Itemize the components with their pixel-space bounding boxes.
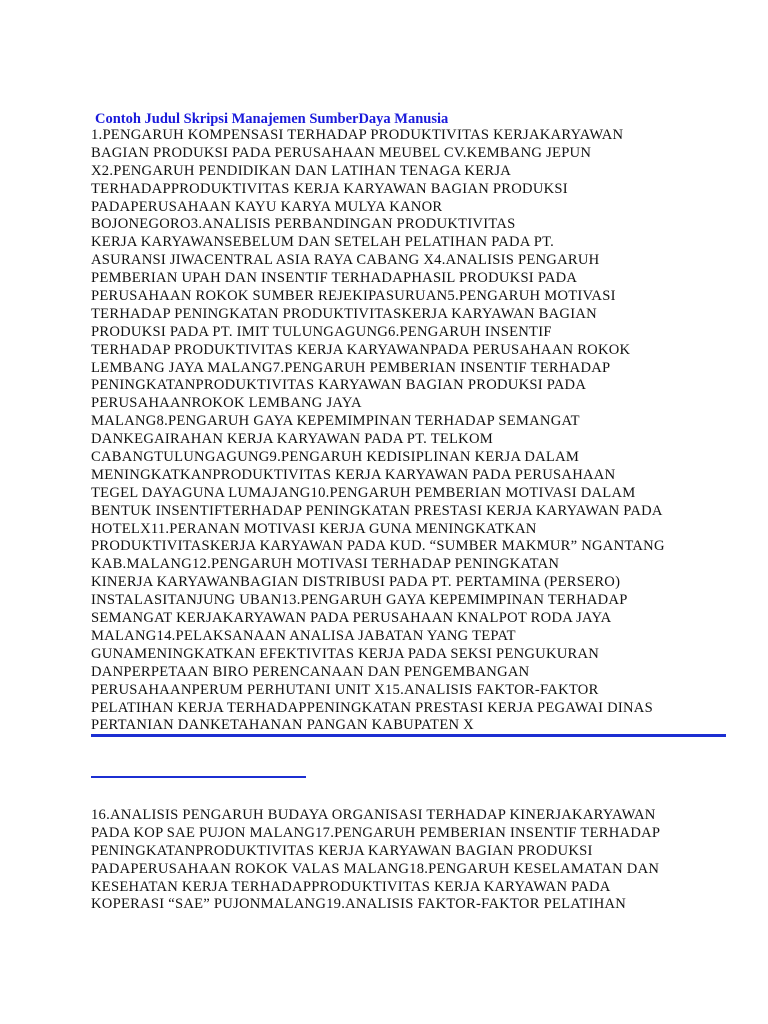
text-line: MALANG8.PENGARUH GAYA KEPEMIMPINAN TERHADAP SEMANGAT [91,413,580,430]
text-line: PERUSAHAANPERUM PERHUTANI UNIT X15.ANALISIS FAKTOR-FAKTOR [91,681,599,698]
text-line: CABANGTULUNGAGUNG9.PENGARUH KEDISIPLINAN KERJA DALAM [91,449,580,466]
text-line: DANKEGAIRAHAN KERJA KARYAWAN PADA PT. TELKOM [91,431,493,448]
text-line: PERUSAHAAN ROKOK SUMBER REJEKIPASURUAN5.PENGARUH MOTIVASI [91,288,616,305]
text-line: KAB.MALANG12.PENGARUH MOTIVASI TERHADAP PENINGKATAN [91,556,560,573]
text-line: KOPERASI “SAE” PUJONMALANG19.ANALISIS FAKTOR-FAKTOR PELATIHAN [91,896,627,913]
text-line: ASURANSI JIWACENTRAL ASIA RAYA CABANG X4.ANALISIS PENGARUH [91,252,600,269]
text-line: PERTANIAN DANKETAHANAN PANGAN KABUPATEN X [91,717,474,734]
text-line: PADAPERUSAHAAN ROKOK VALAS MALANG18.PENGARUH KESELAMATAN DAN [91,860,660,877]
text-line: INSTALASITANJUNG UBAN13.PENGARUH GAYA KEPEMIMPINAN TERHADAP [91,592,628,609]
text-line: HOTELX11.PERANAN MOTIVASI KERJA GUNA MENINGKATKAN [91,520,537,537]
horizontal-divider [91,734,726,737]
text-line: PENINGKATANPRODUKTIVITAS KERJA KARYAWAN BAGIAN PRODUKSI [91,842,593,859]
text-line: KERJA KARYAWANSEBELUM DAN SETELAH PELATIHAN PADA PT. [91,234,555,251]
text-line: MALANG14.PELAKSANAAN ANALISA JABATAN YANG TEPAT [91,627,516,644]
text-line: 16.ANALISIS PENGARUH BUDAYA ORGANISASI TERHADAP KINERJAKARYAWAN [91,807,656,823]
text-line: BAGIAN PRODUKSI PADA PERUSAHAAN MEUBEL CV.KEMBANG JEPUN [91,144,592,161]
text-line: PADA KOP SAE PUJON MALANG17.PENGARUH PEMBERIAN INSENTIF TERHADAP [91,824,661,841]
text-line: DANPERPETAAN BIRO PERENCANAAN DAN PENGEMBANGAN [91,663,530,680]
text-line: 1.PENGARUH KOMPENSASI TERHADAP PRODUKTIVITAS KERJAKARYAWAN [91,127,624,143]
text-line: GUNAMENINGKATKAN EFEKTIVITAS KERJA PADA SEKSI PENGUKURAN [91,645,600,662]
text-line: KINERJA KARYAWANBAGIAN DISTRIBUSI PADA PT. PERTAMINA (PERSERO) [91,574,621,591]
short-divider [91,776,306,778]
text-line: MENINGKATKANPRODUKTIVITAS KERJA KARYAWAN PADA PERUSAHAAN [91,466,616,483]
text-line: TEGEL DAYAGUNA LUMAJANG10.PENGARUH PEMBERIAN MOTIVASI DALAM [91,484,636,501]
text-line: PADAPERUSAHAAN KAYU KARYA MULYA KANOR [91,198,443,215]
text-line: PRODUKTIVITASKERJA KARYAWAN PADA KUD. “SUMBER MAKMUR” NGANTANG [91,538,665,555]
text-line: BOJONEGORO3.ANALISIS PERBANDINGAN PRODUKTIVITAS [91,216,516,233]
text-line: TERHADAPPRODUKTIVITAS KERJA KARYAWAN BAGIAN PRODUKSI [91,180,568,197]
text-line: KESEHATAN KERJA TERHADAPPRODUKTIVITAS KERJA KARYAWAN PADA [91,878,611,895]
text-line: TERHADAP PRODUKTIVITAS KERJA KARYAWANPADA PERUSAHAAN ROKOK [91,341,631,358]
text-line: X2.PENGARUH PENDIDIKAN DAN LATIHAN TENAGA KERJA [91,162,512,179]
thesis-titles-part-2 [91,807,660,914]
text-line: SEMANGAT KERJAKARYAWAN PADA PERUSAHAAN KNALPOT RODA JAYA [91,610,612,627]
text-line: TERHADAP PENINGKATAN PRODUKTIVITASKERJA KARYAWAN BAGIAN [91,305,597,322]
text-line: LEMBANG JAYA MALANG7.PENGARUH PEMBERIAN INSENTIF TERHADAP [91,359,611,376]
text-line: PRODUKSI PADA PT. IMIT TULUNGAGUNG6.PENGARUH INSENTIF [91,323,552,340]
text-line: PERUSAHAANROKOK LEMBANG JAYA [91,395,362,412]
thesis-titles-part-1 [91,127,665,735]
page-title: Contoh Judul Skripsi Manajemen SumberDaya Manusia [95,111,449,127]
text-line: BENTUK INSENTIFTERHADAP PENINGKATAN PRESTASI KERJA KARYAWAN PADA [91,502,663,519]
text-line: PEMBERIAN UPAH DAN INSENTIF TERHADAPHASIL PRODUKSI PADA [91,270,578,287]
text-line: PELATIHAN KERJA TERHADAPPENINGKATAN PRESTASI KERJA PEGAWAI DINAS [91,699,653,716]
text-line: PENINGKATANPRODUKTIVITAS KARYAWAN BAGIAN PRODUKSI PADA [91,377,587,394]
